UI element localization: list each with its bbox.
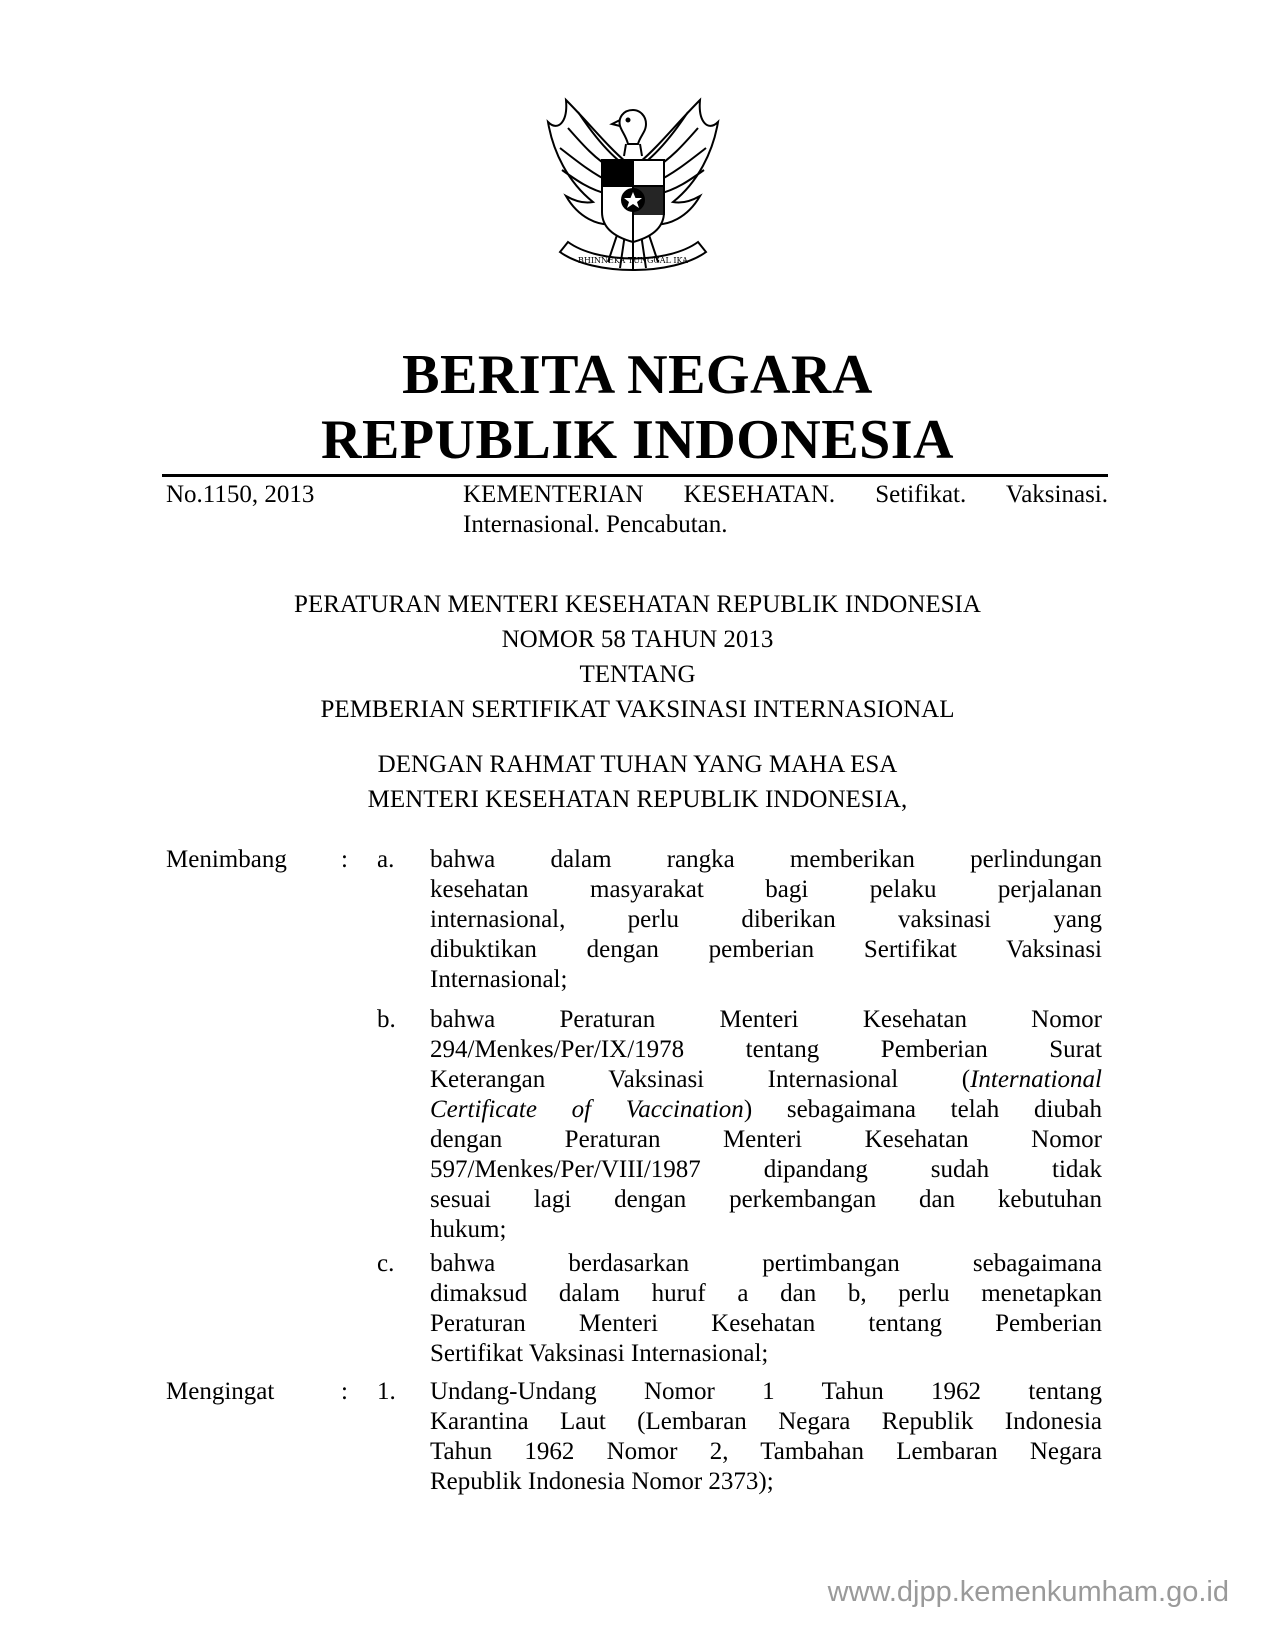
gazette-title-line1: BERITA NEGARA xyxy=(402,344,873,406)
list-item-line: 597/Menkes/Per/VIII/1987 dipandang sudah tidak xyxy=(430,1156,1102,1183)
issue-subject-line1: KEMENTERIAN KESEHATAN. Setifikat. Vaksinasi. xyxy=(463,481,1108,508)
menimbang-marker-b: b. xyxy=(377,1006,396,1033)
regulation-number: NOMOR 58 TAHUN 2013 xyxy=(501,626,774,653)
list-item-line: bahwa Peraturan Menteri Kesehatan Nomor xyxy=(430,1006,1102,1033)
list-item-line-mixed xyxy=(430,1095,1102,1125)
regulation-heading: PERATURAN MENTERI KESEHATAN REPUBLIK INDONESIA xyxy=(294,591,981,618)
menimbang-item-a xyxy=(430,845,1102,995)
list-item-line: sesuai lagi dengan perkembangan dan kebutuhan xyxy=(430,1186,1102,1213)
list-item-line: Peraturan Menteri Kesehatan tentang Pemberian xyxy=(430,1310,1102,1337)
menimbang-item-c xyxy=(430,1249,1102,1369)
mengingat-colon: : xyxy=(341,1378,348,1405)
list-item-line: Tahun 1962 Nomor 2, Tambahan Lembaran Negara xyxy=(430,1438,1102,1465)
menimbang-marker-c: c. xyxy=(377,1250,395,1277)
list-item-line: kesehatan masyarakat bagi pelaku perjalanan xyxy=(430,876,1102,903)
regulation-authority: MENTERI KESEHATAN REPUBLIK INDONESIA, xyxy=(367,786,908,813)
text-run: ) sebagaimana telah diubah xyxy=(743,1096,1102,1123)
list-item-line: dengan Peraturan Menteri Kesehatan Nomor xyxy=(430,1126,1102,1153)
title-rule xyxy=(162,474,1108,477)
footer-url-link[interactable]: www.djpp.kemenkumham.go.id xyxy=(827,1576,1229,1608)
list-item-line: Undang-Undang Nomor 1 Tahun 1962 tentang xyxy=(430,1378,1102,1405)
list-item-line: Republik Indonesia Nomor 2373); xyxy=(430,1468,774,1495)
list-item-line: Karantina Laut (Lembaran Negara Republik Indonesia xyxy=(430,1408,1102,1435)
list-item-line-mixed xyxy=(430,1065,1102,1095)
italic-run: Certificate of Vaccination xyxy=(430,1096,744,1123)
menimbang-label: Menimbang xyxy=(166,846,287,873)
garuda-emblem-icon xyxy=(538,92,728,287)
italic-run: International xyxy=(970,1066,1102,1093)
issue-subject-line2: Internasional. Pencabutan. xyxy=(463,511,728,538)
list-item-line: dimaksud dalam huruf a dan b, perlu menetapkan xyxy=(430,1280,1102,1307)
mengingat-label: Mengingat xyxy=(166,1378,275,1405)
text-run: Keterangan Vaksinasi Internasional ( xyxy=(430,1066,971,1093)
list-item-line: 294/Menkes/Per/IX/1978 tentang Pemberian Surat xyxy=(430,1036,1102,1063)
list-item-line: hukum; xyxy=(430,1216,507,1243)
list-item-line: Sertifikat Vaksinasi Internasional; xyxy=(430,1340,769,1367)
menimbang-item-b xyxy=(430,1005,1102,1245)
list-item-line: bahwa berdasarkan pertimbangan sebagaimana xyxy=(430,1250,1102,1277)
list-item-line: bahwa dalam rangka memberikan perlindungan xyxy=(430,846,1102,873)
regulation-invocation: DENGAN RAHMAT TUHAN YANG MAHA ESA xyxy=(377,751,898,778)
list-item-line: dibuktikan dengan pemberian Sertifikat Vaksinasi xyxy=(430,936,1102,963)
gazette-title-line2: REPUBLIK INDONESIA xyxy=(321,409,954,471)
list-item-line: Internasional; xyxy=(430,966,568,993)
regulation-tentang: TENTANG xyxy=(579,661,696,688)
issue-number: No.1150, 2013 xyxy=(166,481,315,508)
menimbang-colon: : xyxy=(341,846,348,873)
list-item-line: internasional, perlu diberikan vaksinasi yang xyxy=(430,906,1102,933)
svg-text:BHINNEKA TUNGGAL IKA: BHINNEKA TUNGGAL IKA xyxy=(578,256,688,265)
mengingat-marker-1: 1. xyxy=(377,1378,396,1405)
menimbang-marker-a: a. xyxy=(377,846,395,873)
regulation-subject: PEMBERIAN SERTIFIKAT VAKSINASI INTERNASIONAL xyxy=(320,696,955,723)
mengingat-item-1 xyxy=(430,1377,1102,1497)
